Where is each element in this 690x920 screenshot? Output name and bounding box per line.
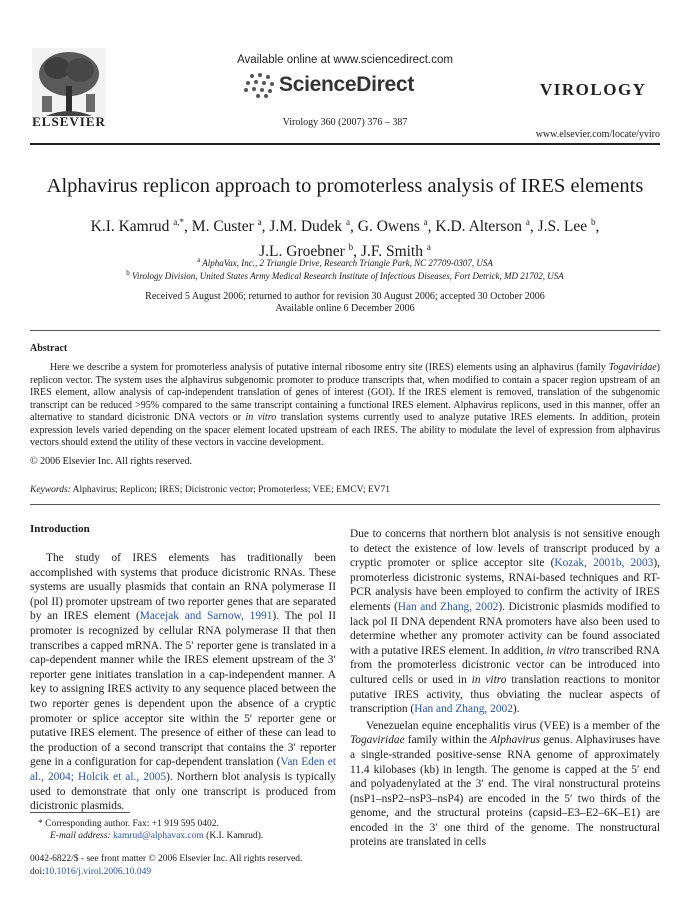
author-sup[interactable]: b — [590, 217, 596, 227]
affiliation-b — [30, 269, 660, 281]
body-italic: in vitro — [546, 644, 580, 657]
abstract-text: ) replicon vector. The system uses the alphavirus subgenomic promoter to produce transcripts that, when modified to contain a spacer region upstream of an IRES element, allow analysis of cap-independent translation of genes of interest (GOI). If the IRES element is removed, translation of the subgenomic transcript can be reduced >95% compared to the same transcript containing a functional IRES element. Alphavirus replicons, used in this manner, offer an alternative to standard dicistronic DNA vectors or — [30, 362, 660, 423]
email-suffix: (K.I. Kamrud). — [206, 831, 264, 841]
intro-right-column — [350, 527, 660, 850]
author: K.I. Kamrud — [90, 218, 170, 236]
abstract-italic: in vitro — [245, 412, 277, 423]
author-line-1: K.I. Kamrud $^{a,*}$, M. Custer $^a$, J.M. Dudek $^a$, G. Owens $^a$, K.D. Alterson $^a$, J.S. Lee $^b$, — [90, 217, 600, 236]
sciencedirect-brand: ScienceDirect — [279, 73, 415, 96]
author-sup[interactable]: a,* — [173, 217, 185, 227]
intro-paragraph-2 — [350, 719, 660, 850]
body-italic: Togaviridae — [350, 734, 405, 747]
reference-link[interactable]: Van Eden et al., 2004; Holcik et al., 2005 — [30, 756, 336, 783]
author: M. Custer — [191, 218, 254, 236]
available-online-line: Available online at www.sciencedirect.com — [237, 54, 453, 66]
article-title: Alphavirus replicon approach to promoterless analysis of IRES elements — [46, 175, 644, 197]
available-online-date: Available online 6 December 2006 — [275, 303, 415, 314]
affiliation-text: AlphaVax, Inc., 2 Triangle Drive, Research Triangle Park, NC 27709-0307, USA — [202, 258, 493, 268]
body-text: Venezuelan equine encephalitis virus (VEE) is a member of the — [366, 719, 660, 732]
corresponding-author-note: * Corresponding author. Fax: +1 919 595 0402. — [38, 819, 219, 829]
affiliation-text: Virology Division, United States Army Medical Research Institute of Infectious Diseases, Fort Detrick, MD 21702, USA — [132, 271, 564, 281]
author-sup[interactable]: b — [348, 242, 354, 253]
author: J.L. Groebner — [259, 243, 345, 261]
body-text: The study of IRES elements has traditionally been accomplished with systems that produce dicistronic RNAs. These systems are usually plasmids that contain an RNA polymerase II (pol II) promoter upstream of two reporter genes that are separated by an IRES element ( — [30, 552, 336, 623]
reference-link[interactable]: Macejak and Sarnow, 1991 — [139, 610, 273, 623]
author-sup[interactable]: a — [426, 242, 431, 253]
reference-link[interactable]: Han and Zhang, 2002 — [397, 600, 499, 613]
introduction-heading: Introduction — [30, 523, 90, 535]
journal-url-link[interactable]: www.elsevier.com/locate/yviro — [535, 129, 660, 140]
received-dates: Received 5 August 2006; returned to author for revision 30 August 2006; accepted 30 October 2006 — [145, 291, 545, 302]
author-list — [30, 212, 660, 262]
affiliation-sup: a — [197, 256, 201, 264]
doi-label: doi: — [30, 867, 45, 877]
elsevier-tree-logo — [32, 48, 106, 120]
body-text: ). The pol II promoter is recognized by cellular RNA polymerase II that then transcribes a capped mRNA. The 5′ reporter gene is translated in a cap-dependent manner while the IRES element upstream of the 3′ reporter gene initiates translation in a cap-independent manner. A key to assigning IRES activity to any sequence placed between the two reporter genes is dependent upon the absence of a cryptic promoter or splice acceptor site within the 5′ reporter gene or putative IRES element. The presence of either of these can lead to the production of a second transcript that contains the 3′ reporter gene in a configuration for cap-dependent translation ( — [30, 610, 336, 769]
abstract-text: Here we describe a system for promoterless analysis of putative internal ribosome entry site (IRES) elements using an alphavirus (family — [50, 362, 606, 373]
reference-link[interactable]: Kozak, 2001b, 2003 — [554, 557, 654, 570]
footnote-rule — [30, 812, 130, 813]
author-line-2: J.L. Groebner $^b$, J.F. Smith $^a$ — [259, 242, 431, 261]
keywords — [30, 485, 390, 495]
email-link[interactable]: kamrud@alphavax.com — [112, 831, 204, 841]
author: G. Owens — [357, 218, 420, 236]
body-text: ). — [512, 703, 520, 716]
body-text: genus. Alphaviruses have a single-stranded positive-sense RNA genome of approximately 11.4 kilobases (kb) in length. The genome is capped at the 5′ end and polyadenylated at the 3′ end. The viral nonstructural proteins (nsP1–nsP2–nsP3–nsP4) are encoded in the 5′ two thirds of the genome, and the structural proteins (capsid–E3–E2–6K–E1) are encoded in the 3′ one third of the genome. The nonstructural proteins are translated in cells — [350, 734, 660, 849]
body-text: transcribed RNA from the promoterless dicistronic vector can be introduced into cultured cells or used in — [350, 644, 660, 686]
author-sup[interactable]: a — [257, 217, 262, 227]
intro-paragraph-1 — [30, 551, 336, 814]
keywords-label: Keywords: — [30, 485, 71, 495]
keywords-bottom-rule — [30, 504, 660, 505]
author-sup[interactable]: a — [346, 217, 351, 227]
email-note — [50, 830, 263, 842]
author: K.D. Alterson — [435, 218, 522, 236]
doi-link[interactable]: 10.1016/j.virol.2006.10.049 — [44, 867, 152, 877]
author: J.M. Dudek — [269, 218, 343, 236]
email-label: E-mail address: — [50, 831, 111, 841]
intro-left-column — [30, 551, 336, 814]
author-sup[interactable]: a — [423, 217, 428, 227]
reference-link[interactable]: Han and Zhang, 2002 — [414, 703, 513, 716]
doi-line — [30, 866, 302, 879]
body-italic: Alphavirus — [490, 734, 541, 747]
issn-block — [30, 853, 302, 879]
body-text: ). Northern blot analysis is typically used to demonstrate that only one transcript is produced from dicistronic plasmids. — [30, 770, 336, 813]
body-italic: in vitro — [471, 673, 507, 686]
body-text: Due to concerns that northern blot analysis is not sensitive enough to detect the existence of low levels of transcript produced by a cryptic promoter or splice acceptor site ( — [350, 528, 660, 570]
body-text: ). Dicistronic plasmids modified to lack pol II DNA dependent RNA promoters have also been used to determine whether any promoter activity can be found associated with a putative IRES element. In addition, — [350, 600, 660, 657]
elsevier-wordmark: ELSEVIER — [32, 114, 106, 129]
body-text: translation reactions to monitor putative IRES activity, thus obviating the nuclear aspects of transcription ( — [350, 673, 660, 716]
affiliation-sup: b — [126, 269, 130, 277]
author: J.S. Lee — [537, 218, 588, 236]
abstract-italic: Togaviridae — [608, 362, 657, 373]
body-text: family within the — [404, 734, 491, 747]
abstract-body — [30, 362, 660, 450]
abstract-top-rule — [30, 330, 660, 331]
body-text: ), promoterless dicistronic systems, RNAi-based techniques and RT-PCR analysis have been employed to confirm the activity of IRES elements ( — [350, 557, 660, 613]
abstract-heading: Abstract — [30, 343, 68, 354]
issn-line: 0042-6822/$ - see front matter © 2006 Elsevier Inc. All rights reserved. — [30, 854, 303, 864]
abstract-text: translation systems currently used to analyze putative IRES elements. In addition, protein expression levels varied depending on the spacer element located upstream of each IRES. The ability to modulate the level of expression from alphavirus vectors should extend the utility of these vectors in vaccine development. — [30, 412, 661, 448]
journal-name: VIROLOGY — [540, 80, 647, 99]
journal-citation: Virology 360 (2007) 376 – 387 — [282, 117, 408, 128]
keywords-text: Alphavirus; Replicon; IRES; Dicistronic vector; Promoterless; VEE; EMCV; EV71 — [72, 485, 391, 495]
affiliation-a — [30, 256, 660, 268]
header-rule — [30, 143, 660, 145]
author: J.F. Smith — [360, 243, 423, 261]
abstract-copyright: © 2006 Elsevier Inc. All rights reserved. — [30, 456, 193, 467]
intro-paragraph-cont — [350, 527, 660, 717]
author-sup[interactable]: a — [525, 217, 530, 227]
